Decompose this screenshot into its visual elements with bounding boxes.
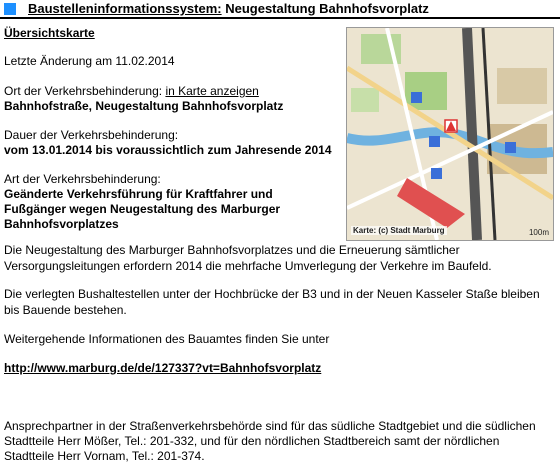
map-caption: Karte: (c) Stadt Marburg: [353, 226, 445, 235]
header-square-icon: [4, 3, 16, 15]
title-text: Neugestaltung Bahnhofsvorplatz: [221, 1, 429, 16]
duration-label: Dauer der Verkehrsbehinderung:: [4, 128, 179, 142]
paragraph-1-line2: Versorgungsleitungen erfordern 2014 die mehrfache Umverlegung der Verkehre im Baufeld.: [4, 259, 492, 273]
overview-map-heading[interactable]: Übersichtskarte: [4, 26, 95, 40]
duration-value: vom 13.01.2014 bis voraussichtlich zum Jahresende 2014: [4, 143, 332, 157]
last-change: Letzte Änderung am 11.02.2014: [4, 54, 175, 68]
paragraph-2-line1: Die verlegten Bushaltestellen unter der Hochbrücke der B3 und in der Neuen Kasseler Staße bleiben: [4, 287, 540, 301]
location-row: [4, 83, 259, 99]
location-label: Ort der Verkehrsbehinderung:: [4, 84, 166, 98]
type-value-line2: Fußgänger wegen Neugestaltung des Marburger: [4, 202, 281, 216]
type-label: Art der Verkehrsbehinderung:: [4, 172, 161, 186]
contact-line3: Stadtteile Herr Vornam, Tel.: 201-374.: [4, 449, 205, 463]
type-value-line1: Geänderte Verkehrsführung für Kraftfahrer und: [4, 187, 273, 201]
header-divider: [0, 17, 560, 19]
paragraph-1-line1: Die Neugestaltung des Marburger Bahnhofsvorplatzes und die Erneuerung sämtlicher: [4, 243, 460, 257]
contact-line2: Stadtteile Herr Mößer, Tel.: 201-332, und für den nördlichen Stadtbereich samt der nördlichen: [4, 434, 500, 448]
system-link[interactable]: Baustelleninformationssystem:: [28, 1, 222, 16]
show-in-map-link[interactable]: in Karte anzeigen: [165, 84, 259, 98]
location-value: Bahnhofstraße, Neugestaltung Bahnhofsvorplatz: [4, 99, 284, 113]
contact-line1: Ansprechpartner in der Straßenverkehrsbehörde sind für das südliche Stadtgebiet und die südlichen: [4, 419, 536, 433]
map-graphic: [347, 28, 553, 240]
bauamt-info-link[interactable]: http://www.marburg.de/de/127337?vt=Bahnhofsvorplatz: [4, 361, 322, 375]
type-value-line3: Bahnhofsvorplatzes: [4, 217, 119, 231]
paragraph-3: Weitergehende Informationen des Bauamtes finden Sie unter: [4, 332, 330, 346]
page-header: [0, 0, 560, 18]
overview-map[interactable]: [346, 27, 554, 241]
paragraph-2-line2: bis Bauende bestehen.: [4, 303, 127, 317]
map-scale: 100m: [528, 228, 549, 237]
page-title: [28, 1, 429, 17]
